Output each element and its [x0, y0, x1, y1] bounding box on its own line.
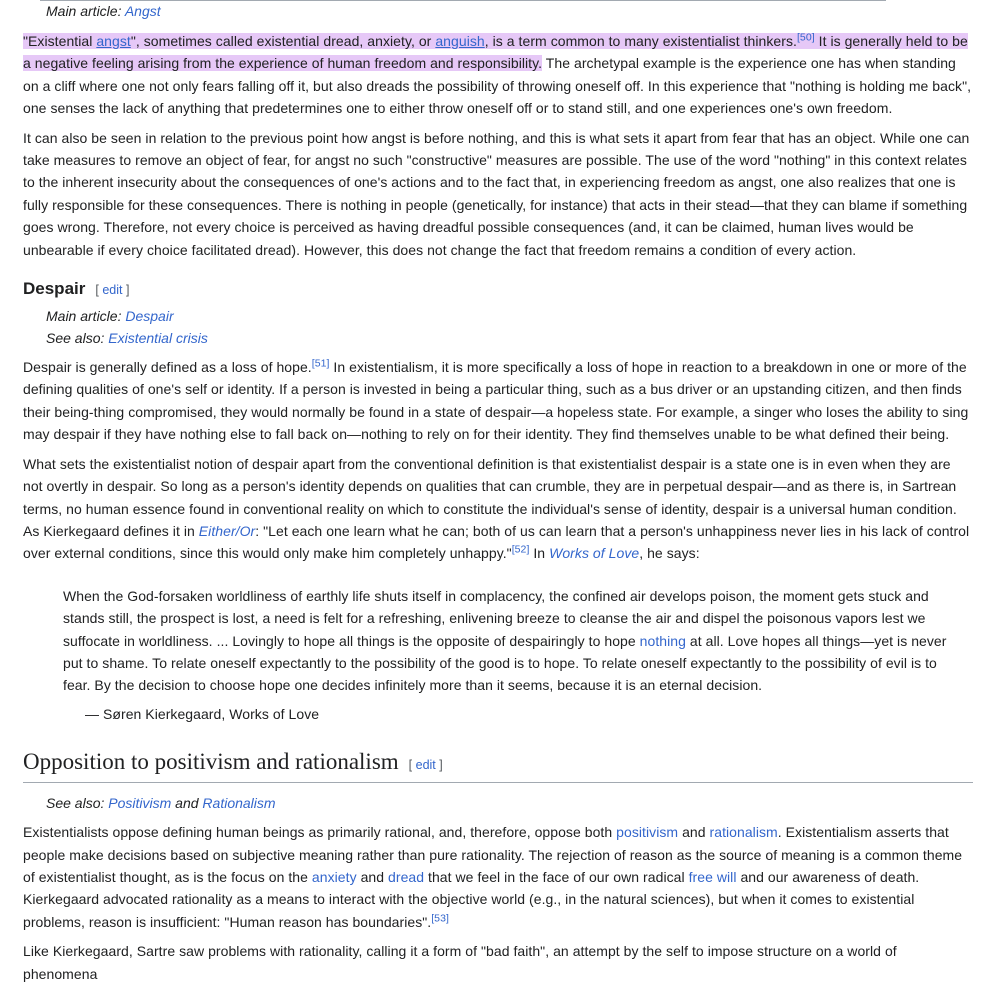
- link-positivism[interactable]: positivism: [616, 824, 679, 841]
- link-anguish[interactable]: anguish: [435, 33, 485, 49]
- text-run: and our awareness of death. Kierkegaard advocated rationality as a means to interact with the objective world (e.g., in the natural sciences), but when it comes to existential problems, reason is insufficient: "Human reason has boundaries".: [23, 868, 920, 930]
- text-run: : "Let each one learn what he can; both of us can learn that a person's unhappiness never lies in his lack of control over external conditions, since this would only make him completely unhappy.": [23, 522, 970, 562]
- reference-53[interactable]: [53]: [431, 912, 449, 925]
- edit-link-despair[interactable]: edit: [102, 283, 123, 298]
- hatnote-prefix: See also:: [46, 330, 109, 347]
- text-run: that we feel in the face of our own radical: [424, 868, 689, 885]
- link-angst[interactable]: angst: [96, 33, 131, 49]
- heading-text: Opposition to positivism and rationalism: [23, 749, 399, 775]
- text-run: Despair is generally defined as a loss of hope.: [23, 359, 312, 376]
- opposition-see-also-note: [23, 792, 973, 814]
- link-anxiety[interactable]: anxiety: [311, 868, 357, 885]
- link-either-or[interactable]: Either/Or: [198, 522, 256, 539]
- text-run: ", sometimes called existential dread, anxiety, or: [130, 33, 436, 49]
- link-dread[interactable]: dread: [388, 868, 425, 885]
- opposition-paragraph-2: Like Kierkegaard, Sartre saw problems with rationality, calling it a form of "bad faith", an attempt by the self to impose structure on a world of phenomena: [23, 943, 897, 982]
- angst-paragraph-1: [23, 30, 973, 120]
- edit-section-opposition: [409, 758, 443, 772]
- bracket: ]: [122, 283, 130, 298]
- opposition-heading: [23, 746, 973, 783]
- article-content: [23, 0, 973, 992]
- text-run: at all. Love hopes all things—yet is never put to shame. To relate oneself expectantly to the possibility of the good is to hope. To relate oneself expectantly to the possibility of evil is to fear. By the decision to choose hope one decides infinitely more than it seems, because it is an eternal decision.: [63, 632, 947, 694]
- text-run: It is generally held to be a negative feeling arising from the experience of human freedom and responsibility.: [23, 33, 968, 72]
- text-run: and: [356, 868, 389, 885]
- opposition-paragraph-1: [23, 821, 973, 933]
- link-despair-main[interactable]: Despair: [125, 308, 174, 325]
- heading-text: Despair: [23, 279, 86, 299]
- text-run: What sets the existentialist notion of despair apart from the conventional definition is that existentialist despair is a state one is in even when they are not overtly in despair. So long as a person's identity depends on qualities that can crumble, they are in perpetual despair—and as there is, in Sartrean terms, no human essence found in conventional reality on which to constitute the individual's sense of identity, despair is a universal human condition. As Kierkegaard defines it in: [23, 455, 957, 539]
- text-run: , he says:: [639, 545, 700, 562]
- angst-main-article-note: [23, 0, 973, 22]
- link-rationalism[interactable]: rationalism: [709, 824, 778, 841]
- text-run: In: [529, 545, 550, 562]
- hatnote-prefix: Main article:: [46, 308, 126, 325]
- despair-main-article-note: [23, 305, 973, 327]
- bracket: [: [408, 758, 416, 773]
- text-run: . Existentialism asserts that people make decisions based on subjective meaning rather than pure rationality. The rejection of reason as the source of meaning is a common theme of existentialist thought, as is the focus on the: [23, 824, 963, 885]
- despair-paragraph-2: [23, 453, 973, 565]
- text-run: The archetypal example is the experience one has when standing on a cliff where one not only fears falling off it, but also dreads the possibility of throwing oneself off. In this experience that "nothing is holding me back", one senses the lack of anything that predetermines one to either throw oneself off or to stand still, and one experiences one's own freedom.: [23, 55, 972, 117]
- link-nothing[interactable]: nothing: [639, 632, 686, 649]
- despair-see-also-note: [23, 327, 973, 349]
- text-run: and: [171, 795, 203, 812]
- text-run: In existentialism, it is more specifically a loss of hope in reaction to a breakdown in one or more of the defining qualities of one's self or identity. If a person is invested in being a particular thing, such as a bus driver or an upstanding citizen, and then finds their being-thing compromised, they would normally be found in a state of despair—a hopeless state. For example, a singer who loses the ability to sing may despair if they have nothing else to fall back on—nothing to rely on for their identity. They find themselves unable to be what defined their being.: [23, 359, 969, 443]
- link-existential-crisis[interactable]: Existential crisis: [108, 330, 208, 347]
- link-free-will[interactable]: free will: [688, 868, 737, 885]
- reference-50[interactable]: [50]: [796, 31, 815, 44]
- link-rationalism-see-also[interactable]: Rationalism: [202, 795, 276, 812]
- hatnote-prefix: See also:: [46, 795, 109, 812]
- reference-51[interactable]: [51]: [311, 357, 330, 370]
- kierkegaard-quote: [23, 585, 973, 725]
- quote-text: [63, 585, 948, 697]
- edit-link-opposition[interactable]: edit: [415, 758, 436, 773]
- text-run: When the God-forsaken worldliness of earthly life shuts itself in complacency, the confined air develops poison, the moment gets stuck and stands still, the prospect is lost, a need is felt for a refreshing, enlivening breeze to cleanse the air and dispel the poisonous vapors lest we suffocate in worldliness. ... Lovingly to hope all things is the opposite of despairingly to hope: [63, 587, 929, 649]
- text-run: Existentialists oppose defining human beings as primarily rational, and, therefore, oppose both: [23, 824, 617, 841]
- text-run: "Existential: [23, 33, 97, 49]
- bracket: ]: [435, 758, 443, 773]
- link-angst-main[interactable]: Angst: [124, 3, 161, 19]
- quote-citation: — Søren Kierkegaard, Works of Love: [85, 705, 320, 722]
- despair-heading: [23, 276, 973, 303]
- link-positivism-see-also[interactable]: Positivism: [108, 795, 172, 812]
- edit-section-despair: [95, 283, 129, 297]
- bracket: [: [95, 283, 103, 298]
- despair-paragraph-1: [23, 356, 973, 446]
- angst-paragraph-2: It can also be seen in relation to the previous point how angst is before nothing, and this is what sets it apart from fear that has an object. While one can take measures to remove an object of fear, for angst no such "constructive" measures are possible. The use of the word "nothing" in this context relates to the inherent insecurity about the consequences of one's actions and to the fact that, in experiencing freedom as angst, one also realizes that one is fully responsible for these consequences. There is nothing in people (genetically, for instance) that acts in their stead—that they can blame if something goes wrong. Therefore, not every choice is perceived as having dreadful possible consequences (and, it can be claimed, human lives would be unbearable if every choice facilitated dread). However, this does not change the fact that freedom remains a condition of every action.: [23, 129, 970, 258]
- reference-52[interactable]: [52]: [511, 543, 530, 556]
- text-run: and: [678, 824, 710, 841]
- text-run: , is a term common to many existentialist thinkers.: [484, 33, 797, 49]
- link-works-of-love[interactable]: Works of Love: [549, 545, 640, 562]
- hatnote-prefix: Main article:: [46, 3, 125, 19]
